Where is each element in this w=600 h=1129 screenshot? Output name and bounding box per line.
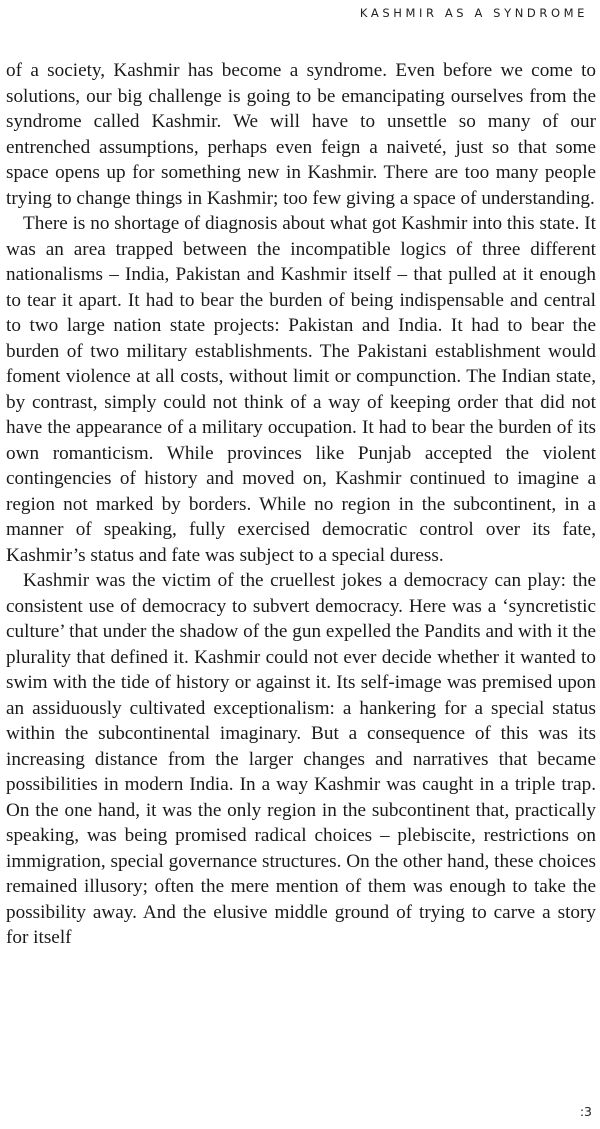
paragraph-1: of a society, Kashmir has become a syndrome. Even before we come to solutions, our big challenge is going to be emancipating ourselves from the syndrome called Kashmir. We will have to unsettle so many of our entrenched assumptions, perhaps even feign a naiveté, just so that some space opens up for something new in Kashmir. There are too many people trying to change things in Kashmir; too few giving a space of understanding. (6, 60, 596, 209)
paragraph-2: There is no shortage of diagnosis about what got Kashmir into this state. It was an area trapped between the incompatible logics of three different nationalisms – India, Pakistan and Kashmir itself – that pulled at it enough to tear it apart. It had to bear the burden of being indispensable and central to two large nation state projects: Pakistan and India. It had to bear the burden of two military establishments. The Pakistani establishment would foment violence at all costs, without limit or compunction. The Indian state, by contrast, simply could not think of a way of keeping order that did not have the appearance of a military occupation. It had to bear the burden of its own romanticism. While provinces like Punjab accepted the violent contingencies of history and moved on, Kashmir continued to imagine a region not marked by borders. While no region in the subcontinent, in a manner of speaking, fully exercised democratic control over its fate, Kashmir’s status and fate was subject to a special duress. (6, 213, 596, 566)
body-text (6, 58, 596, 951)
page-number: :3 (579, 1104, 592, 1119)
paragraph-3: Kashmir was the victim of the cruellest jokes a democracy can play: the consistent use of democracy to subvert democracy. Here was a ‘syncretistic culture’ that under the shadow of the gun expelled the Pandits and with it the plurality that defined it. Kashmir could not ever decide whether it wanted to swim with the tide of history or against it. Its self-image was premised upon an assiduously cultivated exceptionalism: a hankering for a special status within the subcontinental imaginary. But a consequence of this was its increasing distance from the larger changes and narratives that became possibilities in modern India. In a way Kashmir was caught in a triple trap. On the one hand, it was the only region in the subcontinent that, practically speaking, was being promised radical choices – plebiscite, restrictions on immigration, special governance structures. On the other hand, these choices remained illusory; often the mere mention of them was enough to take the possibility away. And the elusive middle ground of trying to carve a story for itself (6, 570, 596, 948)
running-head: KASHMIR AS A SYNDROME (359, 6, 588, 20)
